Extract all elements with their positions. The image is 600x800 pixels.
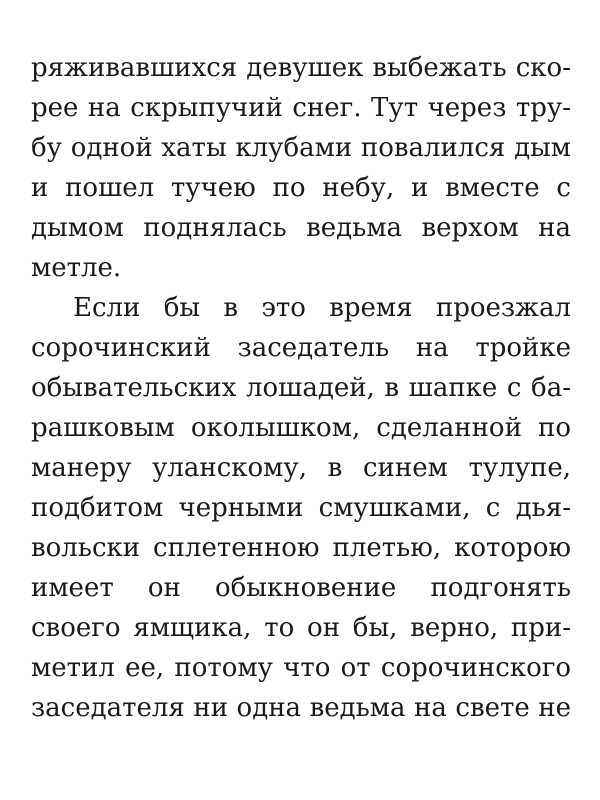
text-line: заседателя ни одна ведьма на свете не xyxy=(31,693,571,723)
text-line: ряживавшихся девушек выбежать ско- xyxy=(31,53,571,83)
text-line: рашковым околышком, сделанной по xyxy=(31,413,571,443)
text-line: манеру уланскому, в синем тулупе, xyxy=(31,453,571,483)
paragraph-start-line: Если бы в это время проезжал xyxy=(73,293,571,323)
text-line: бу одной хаты клубами повалился дым xyxy=(31,133,571,163)
text-line: обывательских лошадей, в шапке с ба- xyxy=(31,373,571,403)
text-line: сорочинский заседатель на тройке xyxy=(31,333,571,363)
text-line: имеет он обыкновение подгонять xyxy=(31,573,571,603)
paragraph-end-line: метле. xyxy=(31,253,122,283)
page-text xyxy=(31,48,571,728)
text-line: своего ямщика, то он бы, верно, при- xyxy=(31,613,571,643)
text-line: и пошел тучею по небу, и вместе с xyxy=(31,173,571,203)
text-line: дымом поднялась ведьма верхом на xyxy=(31,213,571,243)
text-line: рее на скрыпучий снег. Тут через тру- xyxy=(31,93,571,123)
text-line: метил ее, потому что от сорочинского xyxy=(31,653,571,683)
text-line: подбитом черными смушками, с дья- xyxy=(31,493,571,523)
text-line: вольски сплетенною плетью, которою xyxy=(31,533,571,563)
